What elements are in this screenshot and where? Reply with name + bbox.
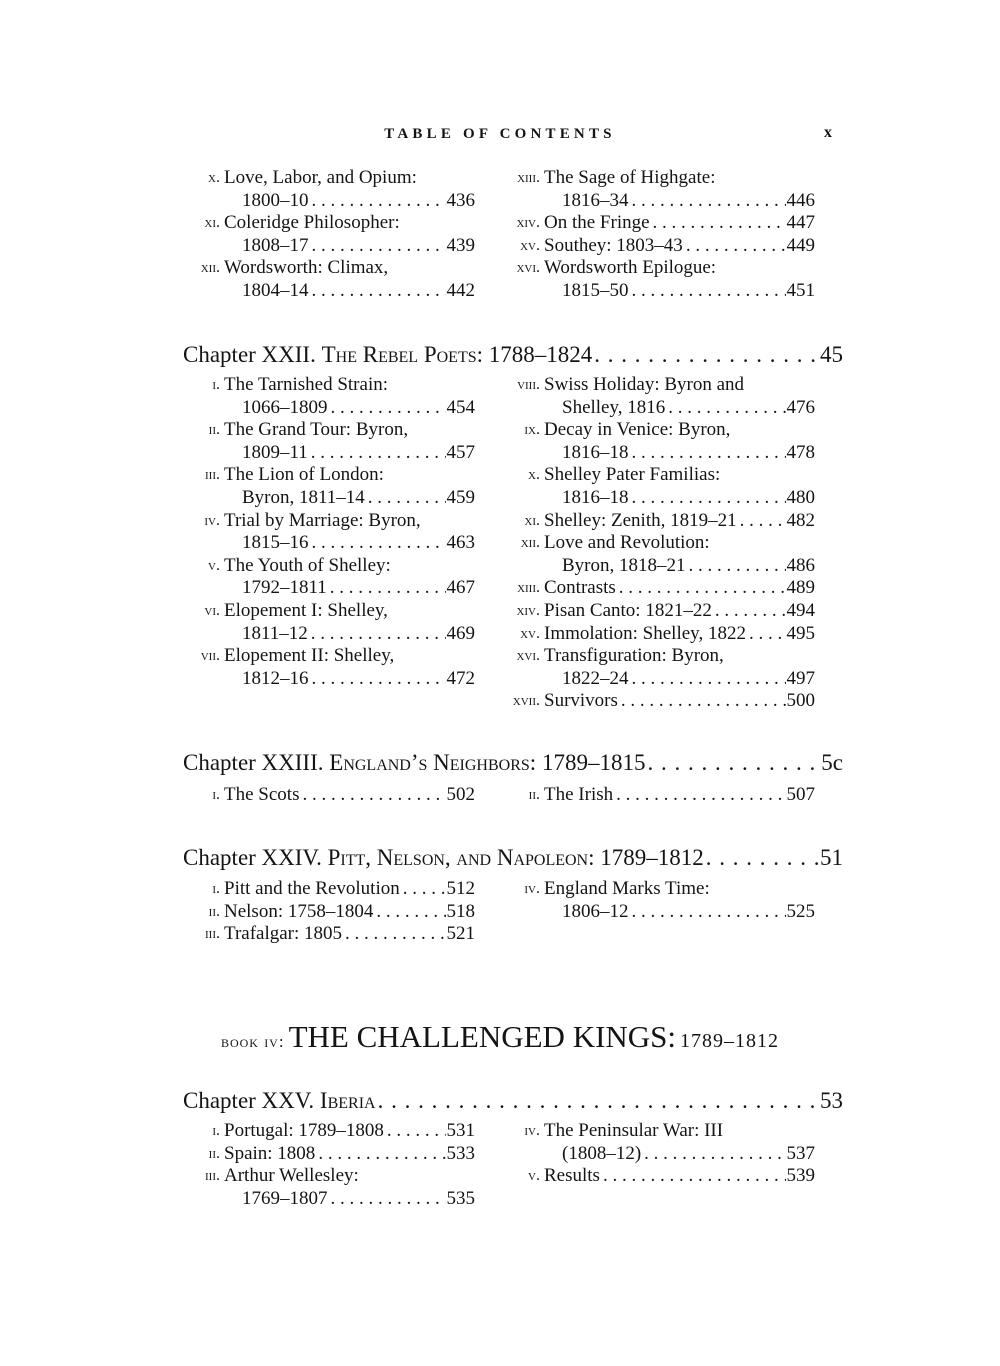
book-iv-heading: [0, 1019, 1000, 1055]
entry-number: xvi.: [516, 647, 540, 665]
entry-title: Shelley: Zenith, 1819–21: [544, 509, 737, 531]
entry-number: vi.: [204, 601, 220, 619]
leader-dots: [318, 1143, 445, 1166]
entry-number: i.: [212, 880, 220, 897]
chapter-xxiii-heading[interactable]: [183, 750, 843, 776]
leader-dots: [331, 397, 446, 420]
leader-dots: [616, 784, 785, 807]
chapter-label: Chapter XXIV.: [183, 845, 322, 870]
entry-title: Southey: 1803–43: [544, 234, 683, 256]
entry-title: The Irish: [544, 784, 614, 805]
toc-entry[interactable]: [183, 555, 475, 600]
entry-title: Wordsworth: Climax,: [224, 257, 389, 279]
chapter-years: 1788–1824: [488, 342, 593, 367]
entry-number: xvii.: [512, 692, 540, 710]
entry-page-number: 489: [786, 577, 815, 599]
chapter-title: Pitt, Nelson, and Napoleon:: [327, 845, 595, 870]
entry-page-number: 476: [786, 396, 815, 418]
toc-entry[interactable]: [183, 1143, 475, 1166]
entry-title: Arthur Wellesley:: [224, 1165, 359, 1187]
leader-dots: [647, 750, 821, 776]
toc-entry[interactable]: [183, 923, 475, 946]
entry-title: On the Fringe: [544, 212, 650, 234]
chapter-label: Chapter XXIII.: [183, 750, 324, 775]
entry-title: Shelley, 1816: [562, 396, 666, 418]
entry-number: iv.: [524, 1122, 540, 1139]
entry-number: ii.: [208, 902, 220, 920]
entry-title: 1792–1811: [242, 577, 327, 599]
leader-dots: [706, 845, 820, 871]
entry-title: 1066–1809: [242, 396, 328, 418]
entry-title: 1822–24: [562, 667, 629, 689]
toc-entry[interactable]: [183, 167, 475, 212]
entry-number: ii.: [528, 786, 540, 803]
toc-entry[interactable]: [503, 690, 815, 713]
entry-page-number: 439: [446, 234, 475, 256]
entry-title: England Marks Time:: [544, 878, 710, 899]
entry-title: Coleridge Philosopher:: [224, 212, 400, 234]
entry-title: Love, Labor, and Opium:: [224, 167, 417, 188]
toc-entry[interactable]: [503, 235, 815, 258]
entry-title: 1815–16: [242, 532, 309, 554]
chapter-xxii-left-column: [183, 374, 475, 690]
entry-page-number: 454: [446, 396, 475, 418]
toc-entry[interactable]: [183, 1165, 475, 1210]
toc-entry[interactable]: [183, 419, 475, 464]
entry-number: xv.: [520, 624, 540, 642]
leader-dots: [302, 784, 445, 807]
leader-dots: [330, 577, 446, 600]
entry-number: xiv.: [516, 214, 540, 232]
entry-number: v.: [208, 556, 220, 574]
entry-title: Nelson: 1758–1804: [224, 900, 374, 922]
chapter-page: 5c: [821, 750, 843, 775]
entry-page-number: 478: [786, 441, 815, 463]
leader-dots: [312, 532, 446, 555]
leader-dots: [632, 901, 786, 924]
toc-entry[interactable]: [183, 374, 475, 419]
entry-title: Byron, 1818–21: [562, 554, 686, 576]
entry-page-number: 531: [446, 1120, 475, 1141]
entry-title: Spain: 1808: [224, 1142, 316, 1164]
entry-number: v.: [528, 1167, 540, 1185]
entry-title: The Lion of London:: [224, 464, 384, 486]
entry-title: 1816–18: [562, 441, 629, 463]
leader-dots: [312, 280, 446, 303]
leader-dots: [686, 235, 786, 258]
leader-dots: [594, 342, 820, 368]
toc-entry[interactable]: [503, 374, 815, 419]
entry-title: Trafalgar: 1805: [224, 923, 343, 945]
entry-number: x.: [528, 466, 540, 484]
entry-number: ii.: [208, 1144, 220, 1162]
leader-dots: [376, 901, 445, 924]
entry-page-number: 518: [446, 900, 475, 922]
entry-title: Decay in Venice: Byron,: [544, 419, 731, 441]
entry-title: 1816–34: [562, 189, 629, 211]
toc-entry[interactable]: [183, 878, 475, 901]
leader-dots: [632, 668, 786, 691]
leader-dots: [312, 235, 446, 258]
entry-page-number: 497: [786, 667, 815, 689]
entry-page-number: 525: [786, 900, 815, 922]
entry-page-number: 537: [786, 1142, 815, 1164]
leader-dots: [387, 1120, 446, 1143]
entry-number: xvi.: [516, 259, 540, 277]
leader-dots: [603, 1165, 786, 1188]
entry-page-number: 472: [446, 667, 475, 689]
chapter-xxv-heading[interactable]: [183, 1088, 843, 1114]
toc-entry[interactable]: [183, 784, 475, 807]
entry-number: xiii.: [517, 579, 540, 597]
entry-number: iv.: [524, 880, 540, 897]
entry-title: Swiss Holiday: Byron and: [544, 374, 745, 395]
entry-page-number: 533: [446, 1142, 475, 1164]
toc-entry[interactable]: [503, 645, 815, 690]
entry-number: x.: [208, 169, 220, 186]
leader-dots: [689, 555, 786, 578]
toc-entry[interactable]: [183, 645, 475, 690]
toc-entry[interactable]: [503, 1120, 815, 1165]
chapter-xxiv-left-column: [183, 878, 475, 946]
entry-title: 1812–16: [242, 667, 309, 689]
entry-title: Elopement II: Shelley,: [224, 645, 395, 667]
leader-dots: [368, 487, 446, 510]
entry-number: i.: [212, 1122, 220, 1139]
toc-entry[interactable]: [503, 167, 815, 212]
leader-dots: [312, 190, 446, 213]
entry-page-number: 521: [446, 923, 475, 945]
entry-number: xii.: [520, 534, 540, 552]
entry-page-number: 494: [786, 599, 815, 621]
entry-page-number: 467: [446, 577, 475, 599]
entry-page-number: 480: [786, 486, 815, 508]
entry-page-number: 446: [786, 189, 815, 211]
leader-dots: [312, 668, 446, 691]
leader-dots: [653, 212, 786, 235]
leader-dots: [644, 1143, 785, 1166]
entry-title: Transfiguration: Byron,: [544, 645, 724, 667]
entry-title: 1804–14: [242, 279, 309, 301]
chapter-years: 1789–1815: [541, 750, 646, 775]
entry-title: Love and Revolution:: [544, 532, 710, 554]
leader-dots: [331, 1188, 446, 1211]
entry-title: Shelley Pater Familias:: [544, 464, 721, 486]
entry-title: Elopement I: Shelley,: [224, 599, 388, 621]
entry-page-number: 502: [446, 784, 475, 805]
chapter-xxiv-right-column: [503, 878, 815, 923]
leader-dots: [632, 442, 786, 465]
entry-page-number: 535: [446, 1187, 475, 1209]
entry-page-number: 512: [446, 878, 475, 899]
toc-entry[interactable]: [503, 464, 815, 509]
entry-title: 1816–18: [562, 486, 629, 508]
entry-page-number: 436: [446, 189, 475, 211]
toc-entry[interactable]: [183, 901, 475, 924]
entry-number: i.: [212, 786, 220, 803]
page-folio: x: [824, 124, 832, 141]
leader-dots: [740, 510, 786, 533]
toc-entry[interactable]: [503, 623, 815, 646]
entry-page-number: 486: [786, 554, 815, 576]
toc-entry[interactable]: [183, 212, 475, 257]
entry-page-number: 457: [446, 441, 475, 463]
entry-title: Results: [544, 1165, 600, 1187]
entry-title: 1769–1807: [242, 1187, 328, 1209]
entry-page-number: 449: [786, 234, 815, 256]
toc-entry[interactable]: [183, 464, 475, 509]
book-years: 1789–1812: [680, 1030, 780, 1052]
toc-entry[interactable]: [183, 257, 475, 302]
chapter-page: 51: [820, 845, 843, 870]
leader-dots: [403, 878, 446, 901]
toc-entry[interactable]: [503, 212, 815, 235]
entry-number: xi.: [204, 214, 220, 232]
leader-dots: [619, 577, 786, 600]
entry-title: 1811–12: [242, 622, 308, 644]
entry-page-number: 539: [786, 1165, 815, 1187]
entry-number: iv.: [204, 511, 220, 529]
entry-page-number: 469: [446, 622, 475, 644]
entry-title: 1815–50: [562, 279, 629, 301]
toc-entry[interactable]: [503, 878, 815, 923]
leader-dots: [311, 623, 446, 646]
chapter-xxiv-heading[interactable]: [183, 845, 843, 871]
entry-title: The Scots: [224, 784, 300, 805]
entry-title: Pisan Canto: 1821–22: [544, 599, 712, 621]
leader-dots: [749, 623, 786, 646]
leader-dots: [632, 190, 786, 213]
chapter-label: Chapter XXII.: [183, 342, 316, 367]
entry-title: Pitt and the Revolution: [224, 878, 400, 899]
entry-title: The Tarnished Strain:: [224, 374, 389, 395]
chapter-title: England’s Neighbors:: [329, 750, 537, 775]
chapter-page: 53: [820, 1088, 843, 1113]
entry-title: The Peninsular War: III: [544, 1120, 724, 1141]
chapter-title: The Rebel Poets:: [321, 342, 484, 367]
entry-title: The Grand Tour: Byron,: [224, 419, 409, 441]
entry-number: xiii.: [517, 169, 540, 186]
entry-title: Portugal: 1789–1808: [224, 1120, 384, 1141]
entry-title: 1808–17: [242, 234, 309, 256]
chapter-xxiii-right-column: [503, 784, 815, 807]
book-label: book iv:: [220, 1032, 285, 1051]
entry-title: The Youth of Shelley:: [224, 554, 391, 576]
entry-number: iii.: [205, 925, 220, 943]
entry-number: xiv.: [516, 601, 540, 619]
toc-entry[interactable]: [183, 1120, 475, 1143]
entry-number: xii.: [200, 259, 220, 277]
entry-title: Survivors: [544, 690, 618, 712]
entry-title: Trial by Marriage: Byron,: [224, 509, 421, 531]
book-title: THE CHALLENGED KINGS:: [288, 1019, 677, 1054]
entry-page-number: 482: [786, 509, 815, 531]
leader-dots: [715, 600, 786, 623]
entry-title: Contrasts: [544, 577, 616, 599]
leader-dots: [345, 923, 445, 946]
toc-entry[interactable]: [503, 532, 815, 577]
chapter-title: Iberia: [319, 1088, 376, 1113]
toc-entry[interactable]: [503, 600, 815, 623]
toc-entry[interactable]: [183, 600, 475, 645]
running-head: TABLE OF CONTENTS: [384, 126, 616, 142]
entry-title: The Sage of Highgate:: [544, 167, 716, 188]
entry-page-number: 495: [786, 622, 815, 644]
entry-title: 1809–11: [242, 441, 308, 463]
toc-entry[interactable]: [183, 510, 475, 555]
entry-number: ii.: [208, 421, 220, 439]
entry-title: Byron, 1811–14: [242, 486, 365, 508]
chapter-xxiii-left-column: [183, 784, 475, 807]
leader-dots: [632, 487, 786, 510]
chapter-label: Chapter XXV.: [183, 1088, 315, 1113]
leader-dots: [668, 397, 785, 420]
toc-entry[interactable]: [503, 419, 815, 464]
entry-number: vii.: [200, 647, 220, 665]
toc-entry[interactable]: [503, 510, 815, 533]
chapter-xxv-right-column: [503, 1120, 815, 1188]
leader-dots: [632, 280, 786, 303]
chapter-xxii-right-column: [503, 374, 815, 713]
block1-left-column: [183, 167, 475, 303]
leader-dots: [621, 690, 786, 713]
entry-page-number: 459: [446, 486, 475, 508]
entry-number: ix.: [524, 421, 540, 439]
chapter-xxii-heading[interactable]: [183, 342, 843, 368]
toc-entry[interactable]: [503, 784, 815, 807]
entry-number: viii.: [517, 376, 540, 393]
entry-title: 1800–10: [242, 189, 309, 211]
toc-entry[interactable]: [503, 577, 815, 600]
entry-page-number: 447: [786, 212, 815, 234]
entry-number: iii.: [205, 466, 220, 484]
entry-page-number: 463: [446, 532, 475, 554]
toc-entry[interactable]: [503, 1165, 815, 1188]
entry-number: xi.: [524, 511, 540, 529]
entry-page-number: 451: [786, 279, 815, 301]
entry-number: i.: [212, 376, 220, 393]
entry-title: Wordsworth Epilogue:: [544, 257, 717, 279]
entry-page-number: 442: [446, 279, 475, 301]
leader-dots: [378, 1088, 820, 1114]
entry-title: 1806–12: [562, 900, 629, 922]
entry-number: xv.: [520, 236, 540, 254]
entry-title: Immolation: Shelley, 1822: [544, 622, 746, 644]
chapter-page: 45: [820, 342, 843, 367]
entry-title: (1808–12): [562, 1142, 642, 1164]
block1-right-column: [503, 167, 815, 303]
chapter-years: 1789–1812: [600, 845, 704, 870]
leader-dots: [311, 442, 446, 465]
chapter-xxv-left-column: [183, 1120, 475, 1210]
entry-page-number: 500: [786, 690, 815, 712]
entry-page-number: 507: [786, 784, 815, 805]
toc-entry[interactable]: [503, 257, 815, 302]
entry-number: iii.: [205, 1167, 220, 1185]
